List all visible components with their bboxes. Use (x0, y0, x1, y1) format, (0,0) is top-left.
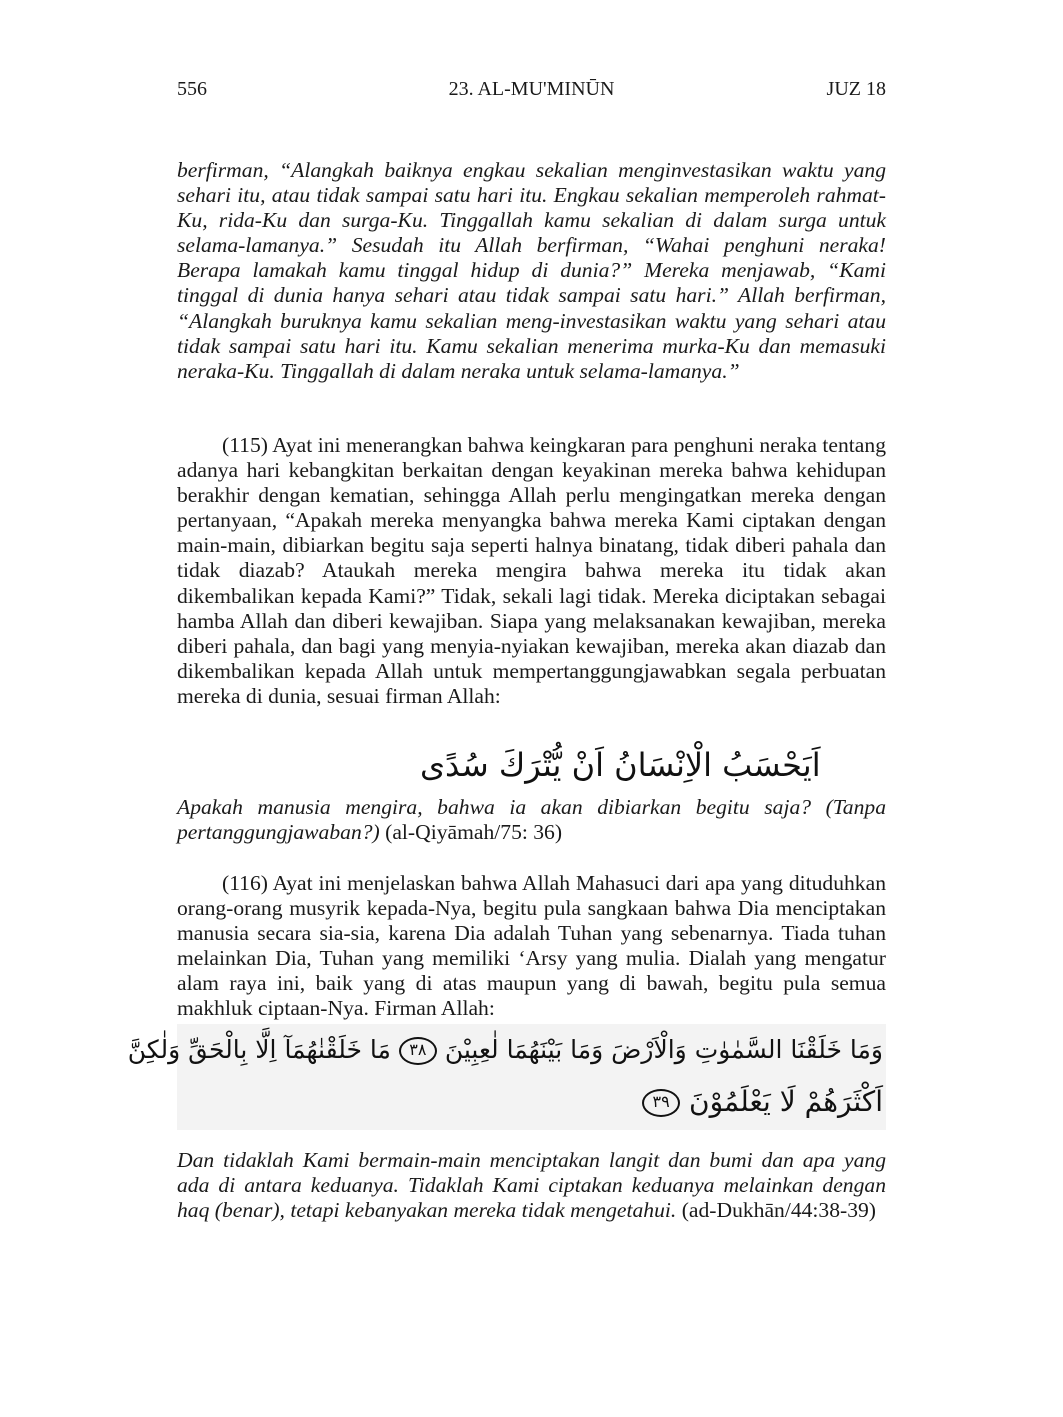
translation-qiyamah (177, 795, 886, 845)
arabic-verse-qiyamah: اَيَحْسَبُ الْاِنْسَانُ اَنْ يُّتْرَكَ سُدًى (420, 746, 821, 784)
translation-qiyamah-reference: (al-Qiyāmah/75: 36) (379, 820, 563, 845)
translation-qiyamah-text: Apakah manusia mengira, bahwa ia akan dibiarkan begitu saja? (Tanpa pertanggungjawaban?) (177, 795, 886, 845)
surah-title: 23. AL-MU'MINŪN (448, 78, 615, 100)
arabic-verse-dukhan-line-1 (127, 1030, 883, 1070)
juz-label: JUZ 18 (826, 78, 886, 100)
arabic-verse-dukhan-line-2 (560, 1080, 883, 1124)
ayah-number-38: ٣٨ (399, 1037, 437, 1065)
ayah-number-39: ٣٩ (642, 1089, 680, 1117)
paragraph-hadith-quote: berfirman, “Alangkah baiknya engkau sekalian menginvestasikan waktu yang sehari itu, atau tidak sampai satu hari itu. Engkau sekalian memperoleh rahmat-Ku, rida-Ku dan surga-Ku. Tinggallah kamu sekalian di dalam surga untuk selama-lamanya.” Sesudah itu Allah berfirman, “Wahai penghuni neraka! Berapa lamakah kamu tinggal hidup di dunia?” Mereka menjawab, “Kami tinggal di dunia hanya sehari atau tidak sampai satu hari.” Allah berfirman, “Alangkah buruknya kamu sekalian meng-investasikan waktu yang sehari atau tidak sampai satu hari itu. Kamu sekalian menerima murka-Ku dan memasuki neraka-Ku. Tinggallah di dalam neraka untuk selama-lamanya.” (177, 158, 886, 383)
paragraph-116: (116) Ayat ini menjelaskan bahwa Allah Mahasuci dari apa yang dituduhkan orang-orang musyrik kepada-Nya, begitu pula sangkaan bahwa Dia menciptakan manusia secara sia-sia, karena Dia adalah Tuhan yang sebenarnya. Tiada tuhan melainkan Dia, Tuhan yang memiliki ‘Arsy yang mulia. Dialah yang mengatur alam raya ini, baik yang di atas maupun yang di bawah, begitu pula semua makhluk ciptaan-Nya. Firman Allah: (177, 871, 886, 1021)
arabic-verse-dukhan-38: وَمَا خَلَقْنَا السَّمٰوٰتِ وَالْاَرْضَ وَمَا بَيْنَهُمَا لٰعِبِيْنَ (444, 1035, 883, 1064)
translation-dukhan-text: Dan tidaklah Kami bermain-main menciptakan langit dan bumi dan apa yang ada di antara keduanya. Tidaklah Kami ciptakan keduanya melainkan dengan haq (benar), tetapi kebanyakan mereka tidak mengetahui. (177, 1148, 886, 1223)
page-header (177, 76, 886, 102)
arabic-verse-dukhan-39a: مَا خَلَقْنٰهُمَآ اِلَّا بِالْحَقِّ وَلٰكِنَّ (127, 1035, 391, 1064)
paragraph-115: (115) Ayat ini menerangkan bahwa keingkaran para penghuni neraka tentang adanya hari kebangkitan berkaitan dengan keyakinan mereka bahwa kehidupan berakhir dengan kematian, sehingga Allah perlu mengingatkan mereka dengan pertanyaan, “Apakah mereka menyangka bahwa mereka Kami ciptakan dengan main-main, dibiarkan begitu saja seperti halnya binatang, tidak diberi pahala dan tidak diazab? Ataukah mereka mengira bahwa mereka itu tidak akan dikembalikan kepada Kami?” Tidak, sekali lagi tidak. Mereka diciptakan sebagai hamba Allah dan diberi kewajiban. Siapa yang melaksanakan kewajiban, mereka diberi pahala, dan bagi yang menyia-nyiakan kewajiban, mereka akan diazab dan dikembalikan kepada Allah untuk mempertanggungjawabkan segala perbuatan mereka di dunia, sesuai firman Allah: (177, 433, 886, 708)
translation-dukhan (177, 1148, 886, 1223)
page-number: 556 (177, 78, 207, 100)
arabic-verse-dukhan-39b: اَكْثَرَهُمْ لَا يَعْلَمُوْنَ (689, 1085, 883, 1118)
translation-dukhan-reference: (ad-Dukhān/44:38-39) (676, 1198, 877, 1223)
